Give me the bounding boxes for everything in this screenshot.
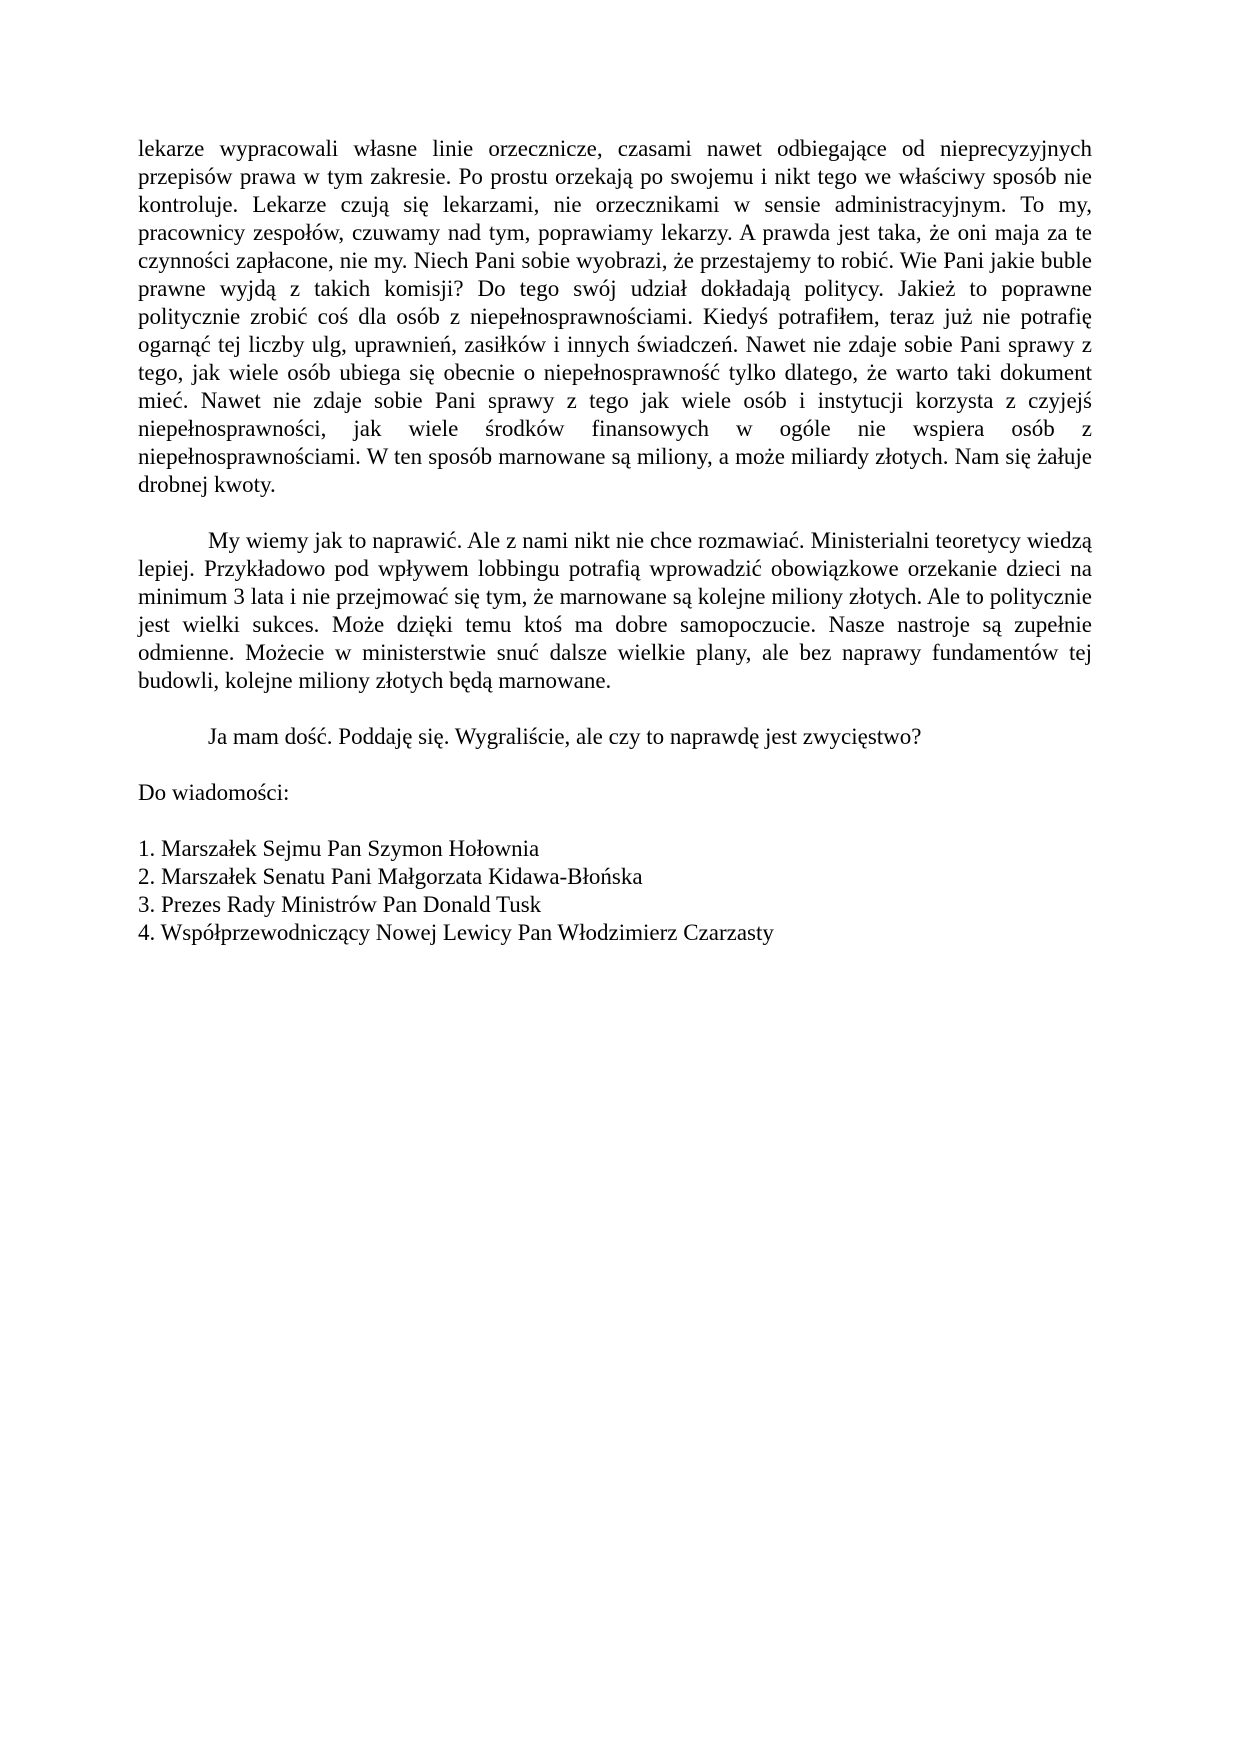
distribution-item-3: 3. Prezes Rady Ministrów Pan Donald Tusk [138,892,542,917]
distribution-item-4: 4. Współprzewodniczący Nowej Lewicy Pan Włodzimierz Czarzasty [138,920,774,945]
paragraph-closing-statement: Ja mam dość. Poddaję się. Wygraliście, ale czy to naprawdę jest zwycięstwo? [208,724,922,749]
distribution-label: Do wiadomości: [138,780,290,805]
paragraph-we-know-how-to-fix: My wiemy jak to naprawić. Ale z nami nikt nie chce rozmawiać. Ministerialni teoretycy wiedzą lepiej. Przykładowo pod wpływem lobbingu potrafią wprowadzić obowiązkowe orzekanie dzieci na minimum 3 lata i nie przejmować się tym, że marnowane są kolejne miliony złotych. Ale to politycznie jest wielki sukces. Może dzięki temu ktoś ma dobre samopoczucie. Nasze nastroje są zupełnie odmienne. Możecie w ministerstwie snuć dalsze wielkie plany, ale bez naprawy fundamentów tej budowli, kolejne miliony złotych będą marnowane. [138,528,1092,693]
letter-body [138,135,1092,751]
distribution-list [138,835,1092,947]
distribution-item-1: 1. Marszałek Sejmu Pan Szymon Hołownia [138,836,540,861]
paragraph-continuation: lekarze wypracowali własne linie orzecznicze, czasami nawet odbiegające od nieprecyzyjnych przepisów prawa w tym zakresie. Po prostu orzekają po swojemu i nikt tego we właściwy sposób nie kontroluje. Lekarze czują się lekarzami, nie orzecznikami w sensie administracyjnym. To my, pracownicy zespołów, czuwamy nad tym, poprawiamy lekarzy. A prawda jest taka, że oni maja za te czynności zapłacone, nie my. Niech Pani sobie wyobrazi, że przestajemy to robić. Wie Pani jakie buble prawne wyjdą z takich komisji? Do tego swój udział dokładają politycy. Jakież to poprawne politycznie zrobić coś dla osób z niepełnosprawnościami. Kiedyś potrafiłem, teraz już nie potrafię ogarnąć tej liczby ulg, uprawnień, zasiłków i innych świadczeń. Nawet nie zdaje sobie Pani sprawy z tego, jak wiele osób ubiega się obecnie o niepełnosprawność tylko dlatego, że warto taki dokument mieć. Nawet nie zdaje sobie Pani sprawy z tego jak wiele osób i instytucji korzysta z czyjejś niepełnosprawności, jak wiele środków finansowych w ogóle nie wspiera osób z niepełnosprawnościami. W ten sposób marnowane są miliony, a może miliardy złotych. Nam się żałuje drobnej kwoty. [138,136,1092,497]
distribution-item-2: 2. Marszałek Senatu Pani Małgorzata Kidawa-Błońska [138,864,643,889]
